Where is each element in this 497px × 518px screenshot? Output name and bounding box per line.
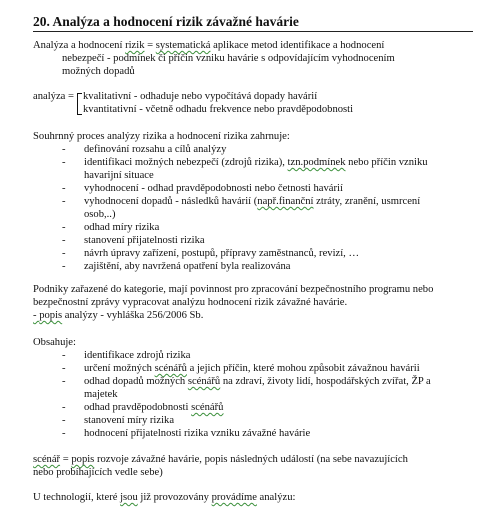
list-item-text: odhad dopadů možných xyxy=(84,376,188,387)
intro-text: Analýza a hodnocení xyxy=(33,40,126,51)
list-item xyxy=(62,156,428,182)
analysis-quantitative: kvantitativní - včetně odhadu frekvence nebo pravděpodobnosti xyxy=(83,104,354,115)
list-item-text: na zdraví, životy lidí, hospodářských zvířat, ŽP a xyxy=(220,376,431,387)
list-item-text: ztráty, zranění, usmrcení xyxy=(313,196,421,207)
list-item xyxy=(62,375,431,401)
obligation-dash: - xyxy=(33,310,40,321)
obligation-word-popis: popis xyxy=(39,310,63,321)
list-item-word-tzn: tzn.podmínek xyxy=(287,157,346,168)
scenario-text: rozvoje závažné havárie, popis následných událostí (na sebe navazujících xyxy=(94,454,408,465)
list-item xyxy=(62,362,431,375)
list-item xyxy=(62,234,428,247)
obligation-text: analýzy - vyhláška 256/2006 Sb. xyxy=(62,310,204,321)
intro-line-2: nebezpečí - podmínek či příčin vzniku havárie s odpovídajícím vyhodnocením xyxy=(62,53,395,64)
list-item-text: určení možných xyxy=(84,363,155,374)
list-item-text: vyhodnocení dopadů - následků havárií ( xyxy=(84,196,258,207)
contents-heading: Obsahuje: xyxy=(33,337,76,348)
scenario-word-scenar: scénář xyxy=(33,454,61,465)
technology-word-provadime: provádíme xyxy=(211,492,257,503)
list-item xyxy=(62,195,428,221)
scenario-word-popis: popis xyxy=(71,454,95,465)
list-item-text: stanovení míry rizika xyxy=(84,415,175,426)
scenario-line-2: nebo probíhajících vedle sebe) xyxy=(33,467,163,478)
obligation-line-1: Podniky zařazené do kategorie, mají povinnost pro zpracování bezpečnostního programu nebo xyxy=(33,284,434,295)
technology-line xyxy=(33,491,295,504)
intro-equals: = xyxy=(144,40,156,51)
list-item-word-scenaru: scénářů xyxy=(191,402,224,413)
process-heading: Souhrnný proces analýzy rizika a hodnocení rizika zahrnuje: xyxy=(33,131,290,142)
analysis-label xyxy=(33,90,74,103)
contents-list xyxy=(62,349,431,440)
list-item xyxy=(62,260,428,273)
section-title: 20. Analýza a hodnocení rizik závažné havárie xyxy=(33,14,473,32)
analysis-equals: = xyxy=(68,91,74,102)
list-item-text: odhad míry rizika xyxy=(84,222,160,233)
list-item-text: vyhodnocení - odhad pravděpodobnosti nebo četnosti havárií xyxy=(84,183,343,194)
scenario-equals: = xyxy=(60,454,72,465)
intro-word-rizik: rizik xyxy=(125,40,145,51)
list-item-text: definování rozsahu a cílů analýzy xyxy=(84,144,227,155)
list-item-text: havarijní situace xyxy=(84,170,154,181)
brace-bracket xyxy=(77,93,82,115)
list-item xyxy=(62,349,431,362)
list-item-word-napr: např.finanční xyxy=(257,196,314,207)
list-item xyxy=(62,247,428,260)
list-item-text: odhad pravděpodobnosti xyxy=(84,402,192,413)
list-item xyxy=(62,401,431,414)
intro-line-3: možných dopadů xyxy=(62,66,135,77)
obligation-line-2: bezpečnostní zprávy vypracovat analýzu hodnocení rizik závažné havárie. xyxy=(33,297,348,308)
list-item xyxy=(62,221,428,234)
technology-word-jsou: jsou xyxy=(120,492,138,503)
list-item-text: a jejich příčin, které mohou způsobit závažnou havárii xyxy=(186,363,420,374)
list-item-text: osob,..) xyxy=(84,209,116,220)
obligation-line-3 xyxy=(33,309,203,322)
list-item xyxy=(62,427,431,440)
list-item-text: návrh úpravy zařízení, postupů, přípravy zaměstnanců, revizí, … xyxy=(84,248,360,259)
list-item-word-scenaru: scénářů xyxy=(154,363,187,374)
scenario-line-1 xyxy=(33,453,408,466)
list-item xyxy=(62,414,431,427)
intro-word-systematicka: systematická xyxy=(155,40,211,51)
technology-text-end: analýzu: xyxy=(256,492,296,503)
list-item-text: zajištění, aby navržená opatření byla realizována xyxy=(84,261,291,272)
list-item-text: stanovení přijatelnosti rizika xyxy=(84,235,205,246)
analysis-word: analýza xyxy=(33,91,66,102)
list-item-text: identifikace zdrojů rizika xyxy=(84,350,191,361)
technology-text: U technologií, které xyxy=(33,492,121,503)
technology-text: již provozovány xyxy=(137,492,212,503)
list-item-text: identifikaci možných nebezpečí (zdrojů rizika), xyxy=(84,157,288,168)
analysis-qualitative: kvalitativní - odhaduje nebo vypočítává dopady havárií xyxy=(83,91,318,102)
intro-line-1 xyxy=(33,39,384,52)
list-item-text: nebo příčin vzniku xyxy=(345,157,428,168)
list-item-text: hodnocení přijatelnosti rizika vzniku závažné havárie xyxy=(84,428,311,439)
list-item xyxy=(62,182,428,195)
list-item-word-scenaru: scénářů xyxy=(187,376,221,387)
list-item xyxy=(62,143,428,156)
list-item-text: majetek xyxy=(84,389,118,400)
intro-text-end: aplikace metod identifikace a hodnocení xyxy=(210,40,385,51)
process-list xyxy=(62,143,428,273)
